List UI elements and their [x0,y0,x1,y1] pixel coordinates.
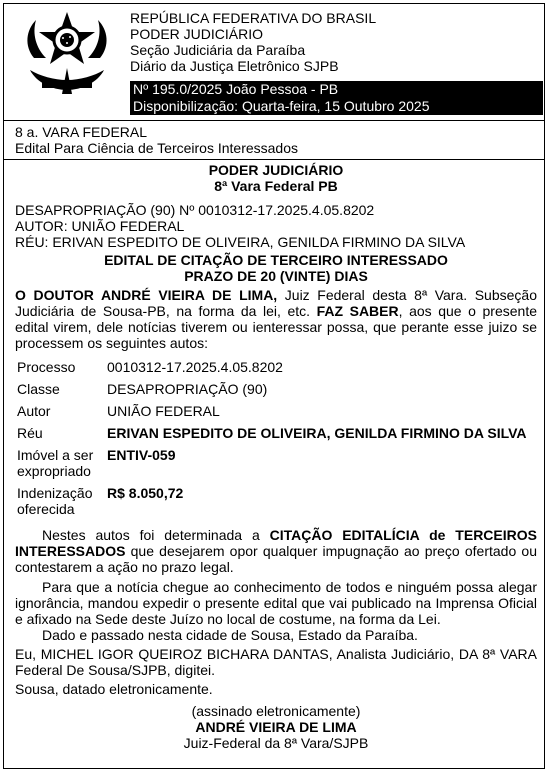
header-section: Seção Judiciária da Paraíba [130,42,306,58]
brazil-coat-of-arms-icon [22,10,112,100]
vara-label: 8 a. VARA FEDERAL [15,124,148,140]
author-line: AUTOR: UNIÃO FEDERAL [15,218,185,234]
autos-value: UNIÃO FEDERAL [107,403,220,419]
citation-text-2: que desejarem opor qualquer impugnação ao preço ofertado ou contestarem a ação no prazo legal. [15,543,537,575]
autos-key: Imóvel a ser expropriado [17,447,94,479]
availability-date: Disponibilização: Quarta-feira, 15 Outubro 2025 [133,98,430,114]
edital-title-2: PRAZO DE 20 (VINTE) DIAS [184,268,368,284]
table-row [15,401,537,423]
header-divider [3,120,545,121]
faz-saber: FAZ SABER [316,303,399,319]
autos-key: Autor [17,403,51,419]
signature-role: Juiz-Federal da 8ª Vara/SJPB [183,735,369,751]
intro-paragraph [15,287,537,351]
citation-text-1: Nestes autos foi determinada a [42,527,270,543]
place-paragraph: Dado e passado nesta cidade de Sousa, Estado da Paraíba. [42,627,418,643]
autos-value: 0010312-17.2025.4.05.8202 [107,359,283,375]
table-row [15,423,537,445]
dated-line: Sousa, datado eletronicamente. [15,681,213,697]
header-branch: PODER JUDICIÁRIO [130,26,264,42]
table-row [15,483,537,521]
edition-number: Nº 195.0/2025 João Pessoa - PB [133,81,339,97]
table-row [15,379,537,401]
autos-table [15,357,537,521]
autos-value: ENTIV-059 [107,447,176,463]
header-journal: Diário da Justiça Eletrônico SJPB [130,58,339,74]
autos-key: Indenização oferecida [17,485,93,517]
journal-header [130,10,376,74]
citation-bold: CITAÇÃO EDITALÍCIA de TERCEIROS INTERESSADOS [15,527,537,559]
section-divider [3,159,545,160]
autos-value: ERIVAN ESPEDITO DE OLIVEIRA, GENILDA FIRMINO DA SILVA [107,425,527,441]
document-body [15,124,537,751]
defendant-line: RÉU: ERIVAN ESPEDITO DE OLIVEIRA, GENILDA FIRMINO DA SILVA [15,234,466,250]
doc-heading-1: PODER JUDICIÁRIO [208,162,344,178]
autos-value: DESAPROPRIAÇÃO (90) [107,381,268,397]
intro-text-1: Juiz Federal desta 8ª Vara. Subseção Judiciária de Sousa-PB, na forma da lei, etc. [15,287,537,319]
edital-title-1: EDITAL DE CITAÇÃO DE TERCEIRO INTERESSADO [104,252,448,268]
publication-paragraph: Para que a notícia chegue ao conhecimento de todos e ninguém possa alegar ignorância, mandou expedir o presente edital que vai publicado na Imprensa Oficial e afixado na Sede deste Juízo no local de costume, na forma da Lei. [15,579,537,627]
header-country: REPÚBLICA FEDERATIVA DO BRASIL [130,10,377,26]
table-row [15,445,537,483]
autos-value: R$ 8.050,72 [107,485,184,501]
signature-name: ANDRÉ VIEIRA DE LIMA [195,719,357,735]
edital-subject: Edital Para Ciência de Terceiros Interessados [15,140,299,156]
citation-paragraph [15,527,537,575]
signature-note: (assinado eletronicamente) [191,703,361,719]
intro-text-2: , aos que o presente edital virem, dele notícias tiverem ou ienteressar possa, que perante esse juizo se processem os seguintes autos: [15,303,537,351]
table-row [15,357,537,379]
typist-paragraph: Eu, MICHEL IGOR QUEIROZ BICHARA DANTAS, Analista Judiciário, DA 8ª VARA Federal De Sousa/SJPB, digitei. [15,646,537,678]
autos-key: Classe [17,381,60,397]
autos-key: Processo [17,359,76,375]
case-line: DESAPROPRIAÇÃO (90) Nº 0010312-17.2025.4.05.8202 [15,202,375,218]
edition-bar [130,81,543,115]
judge-name-intro: O DOUTOR ANDRÉ VIEIRA DE LIMA, [15,287,278,303]
autos-key: Réu [17,425,43,441]
doc-heading-2: 8ª Vara Federal PB [214,178,338,194]
